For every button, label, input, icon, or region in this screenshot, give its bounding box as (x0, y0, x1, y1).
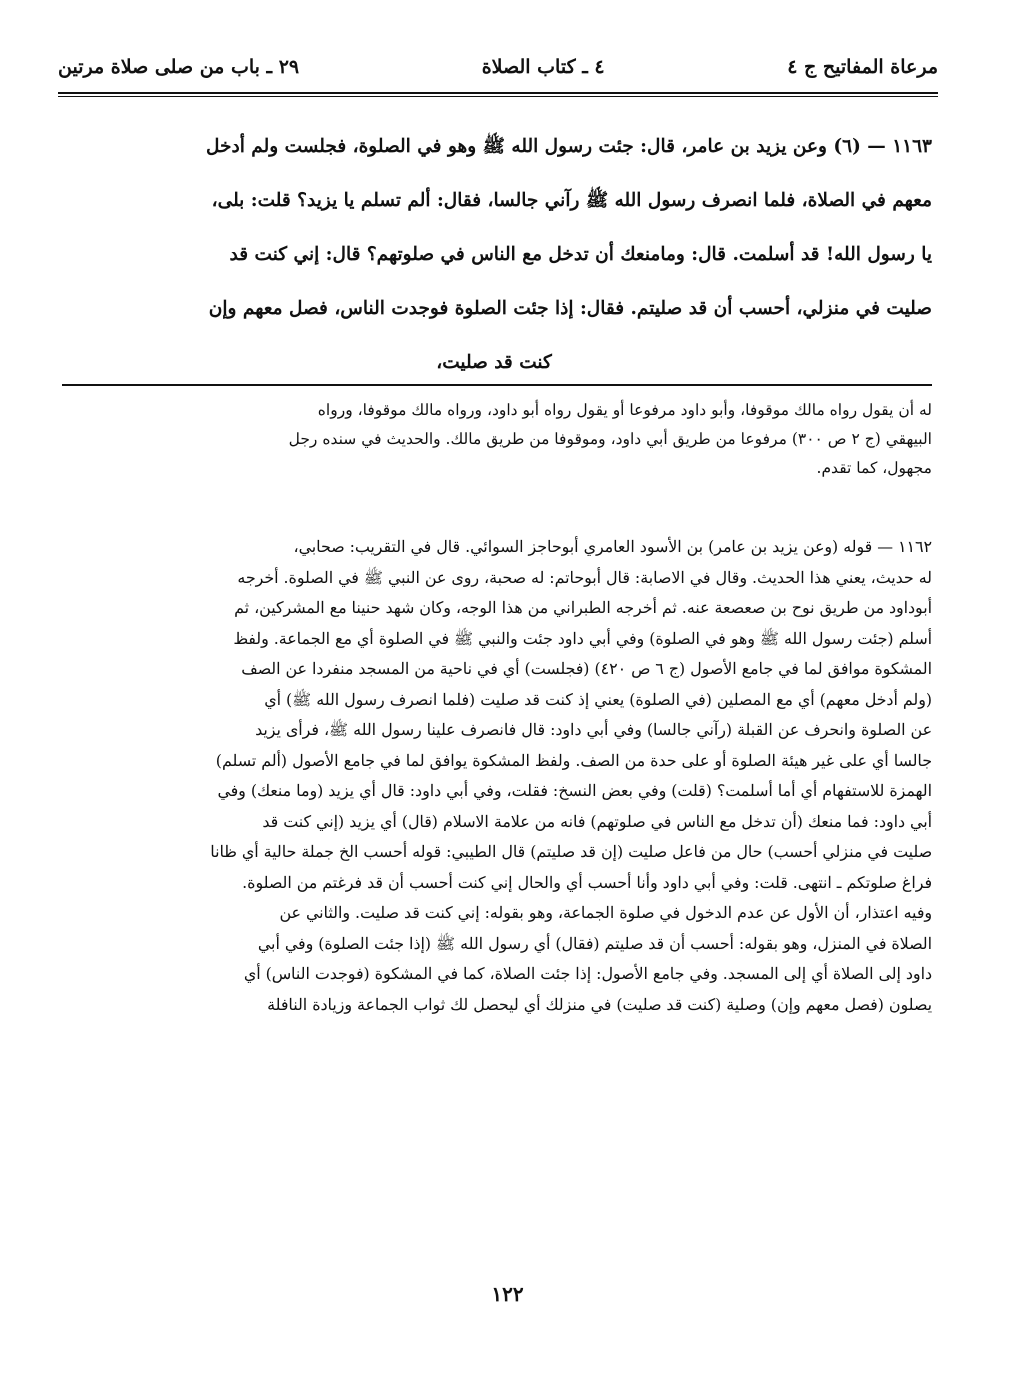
commentary-line: فراغ صلوتكم ـ انتهى. قلت: وفي أبي داود وأنا أحسب أي والحال إني كنت أحسب أن قد فرغتم من الصلوة. (242, 872, 932, 892)
previous-commentary-continuation (62, 396, 932, 483)
running-header (58, 44, 938, 90)
page-number: ١٢٢ (491, 1282, 524, 1306)
commentary-line: أبي داود: فما منعك (أن تدخل مع الناس في صلوتهم) فانه من علامة الاسلام (قال) أي يزيد (إني كنت قد (262, 811, 932, 831)
hadith-line: صليت في منزلي، أحسب أن قد صليتم. فقال: إذا جئت الصلوة فوجدت الناس، فصل معهم وإن (208, 298, 932, 319)
commentary-line: ١١٦٢ — قوله (وعن يزيد بن عامر) بن الأسود العامري أبوحاجز السوائي. قال في التقريب: صحابي، (293, 537, 932, 556)
hadith-line: ١١٦٣ — (٦) وعن يزيد بن عامر، قال: جئت رسول الله ﷺ وهو في الصلوة، فجلست ولم أدخل (206, 136, 932, 157)
commentary-line: وفيه اعتذار، أن الأول عن عدم الدخول في صلوة الجماعة، وهو بقوله: إني كنت قد صليت. والثاني عن (279, 903, 932, 922)
header-book-title: مرعاة المفاتيح ج ٤ (787, 56, 938, 78)
footnote-line: له أن يقول رواه مالك موقوفا، وأبو داود مرفوعا أو يقول رواه أبو داود، ورواه مالك موقوفا، ورواه (317, 401, 932, 419)
header-rule-thick (58, 92, 938, 94)
commentary-line: أبوداود من طريق نوح بن صعصعة عنه. ثم أخرجه الطبراني من هذا الوجه، وكان شهد حنينا مع المشركين، ثم (234, 598, 932, 617)
commentary-line: أسلم (جئت رسول الله ﷺ وهو في الصلوة) وفي أبي داود جئت والنبي ﷺ في الصلوة أي مع الجماعة. ولفظ (233, 628, 932, 648)
commentary-line: يصلون (فصل معهم وإن) وصلية (كنت قد صليت) في منزلك أي ليحصل لك ثواب الجماعة وزيادة النافلة (267, 994, 932, 1014)
header-section: ٢٩ ـ باب من صلى صلاة مرتين (58, 56, 300, 78)
commentary-line: المشكوة موافق لما في جامع الأصول (ج ٦ ص ٤٢٠) (فجلست) أي في ناحية من المسجد منفردا عن الصف (241, 659, 932, 678)
header-rule-thin (58, 96, 938, 97)
commentary-line: الهمزة للاستفهام أي أما أسلمت؟ (قلت) وفي بعض النسخ: فقلت، وفي أبي داود: قال أي يزيد (وما منعك) وفي (217, 781, 932, 800)
commentary-line: جالسا أي على غير هيئة الصلوة أو على حدة من الصف. ولفظ المشكوة يوافق لما في جامع الأصول (ألم تسلم) (215, 750, 932, 770)
hadith-line: يا رسول الله! قد أسلمت. قال: ومامنعك أن تدخل مع الناس في صلوتهم؟ قال: إني كنت قد (229, 244, 932, 265)
commentary-line: عن الصلوة وانحرف عن القبلة (رآني جالسا) وفي أبي داود: قال فانصرف علينا رسول الله ﷺ، فرأى يزيد (255, 720, 932, 739)
hadith-text (56, 120, 932, 390)
commentary-text (62, 532, 932, 1020)
footnote-line: البيهقي (ج ٢ ص ٣٠٠) مرفوعا من طريق أبي داود، وموقوفا من طريق مالك. والحديث في سنده رجل (288, 430, 932, 448)
commentary-line: (ولم أدخل معهم) أي مع المصلين (في الصلوة) يعني إذ كنت قد صليت (فلما انصرف رسول الله ﷺ) أي (264, 689, 932, 709)
hadith-line: معهم في الصلاة، فلما انصرف رسول الله ﷺ رآني جالسا، فقال: ألم تسلم يا يزيد؟ قلت: بلى، (211, 190, 932, 211)
commentary-line: صليت في منزلي أحسب) حال من فاعل صليت (إن قد صليتم) قال الطيبي: قوله أحسب الخ جملة حالية أي ظانا (210, 842, 932, 861)
footnote-line: مجهول، كما تقدم. (816, 459, 932, 477)
commentary-line: داود إلى الصلاة أي إلى المسجد. وفي جامع الأصول: إذا جئت الصلاة، كما في المشكوة (فوجدت الناس) أي (243, 964, 932, 983)
header-chapter: ٤ ـ كتاب الصلاة (481, 56, 605, 78)
commentary-line: الصلاة في المنزل، وهو بقوله: أحسب أن قد صليتم (فقال) أي رسول الله ﷺ (إذا جئت الصلوة) وفي أبي (257, 933, 932, 953)
section-separator (62, 384, 932, 386)
hadith-line: كنت قد صليت، (436, 352, 552, 373)
commentary-line: له حديث، يعني هذا الحديث. وقال في الاصابة: قال أبوحاتم: له صحبة، روى عن النبي ﷺ في الصلوة. أخرجه (237, 567, 932, 587)
